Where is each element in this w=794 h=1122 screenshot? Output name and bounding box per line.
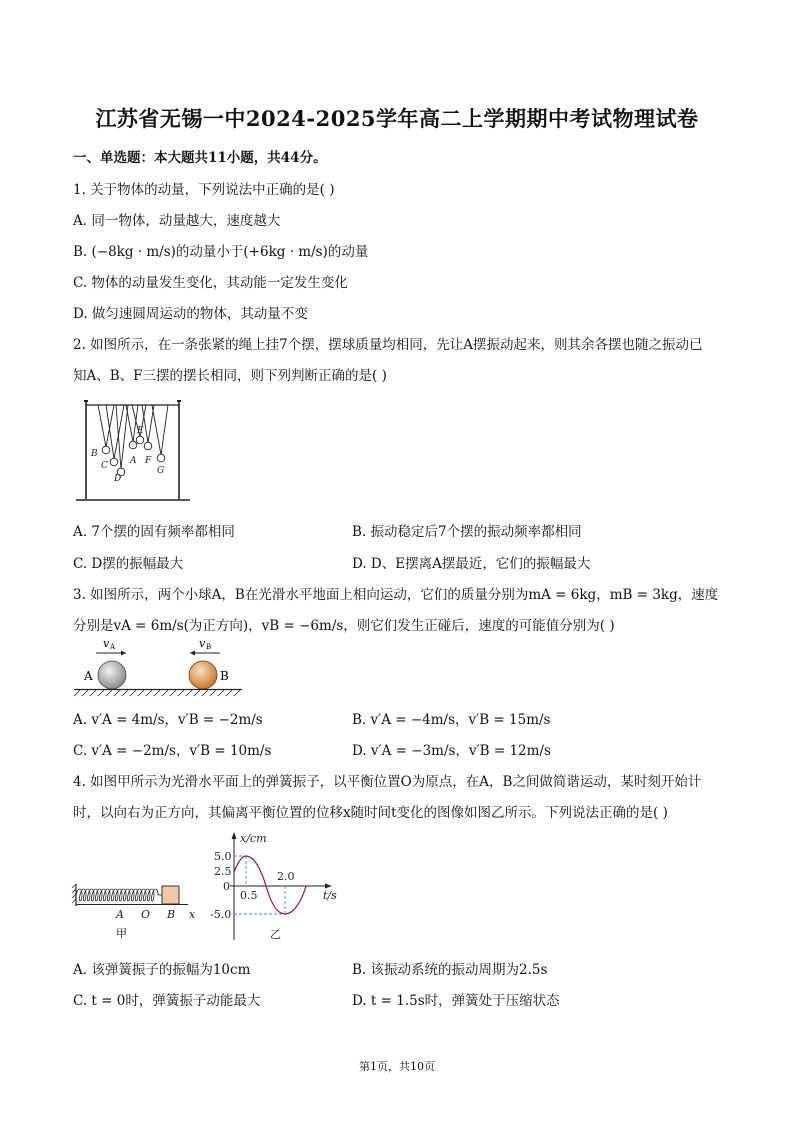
ball-b-label: B — [220, 669, 229, 683]
graph-x-label: t/s — [323, 889, 337, 902]
pendulum-label-f: F — [145, 456, 152, 466]
q2-option-a: A. 7个摆的固有频率都相同 — [73, 524, 235, 540]
q2-option-d: D. D、E摆离A摆最近，它们的振幅最大 — [352, 556, 591, 572]
tick-x-0-5: 0.5 — [240, 889, 258, 902]
ball-a-label: A — [84, 669, 93, 683]
q1-option-d: D. 做匀速圆周运动的物体，其动量不变 — [73, 306, 308, 322]
axis-x-label: x — [189, 908, 196, 921]
page-title: 江苏省无锡一中2024-2025学年高二上学期期中考试物理试卷 — [95, 106, 699, 131]
q4-option-a: A. 该弹簧振子的振幅为10cm — [73, 962, 251, 978]
q1-option-c: C. 物体的动量发生变化，其动能一定发生变化 — [73, 275, 348, 291]
pendulum-label-a: A — [130, 456, 137, 466]
q2-option-b: B. 振动稳定后7个摆的振动频率都相同 — [352, 524, 582, 540]
position-a-label: A — [116, 908, 124, 921]
displacement-curve — [234, 856, 306, 914]
q1-stem: 1. 关于物体的动量，下列说法中正确的是( ) — [73, 182, 335, 198]
q4-option-c: C. t = 0时，弹簧振子动能最大 — [73, 993, 261, 1009]
collision-figure — [70, 634, 246, 698]
position-o-label: O — [141, 908, 151, 921]
pendulum-figure — [76, 395, 191, 507]
pendulum-label-c: C — [101, 461, 108, 471]
oscillator-block — [162, 886, 179, 904]
ball-b — [189, 661, 217, 689]
q3-option-c: C. v′A = −2m/s，v′B = 10m/s — [73, 743, 272, 759]
q1-option-a: A. 同一物体，动量越大，速度越大 — [73, 213, 281, 229]
pendulum-label-b: B — [91, 449, 98, 459]
q4-option-d: D. t = 1.5s时，弹簧处于压缩状态 — [352, 993, 560, 1009]
q3-option-d: D. v′A = −3m/s，v′B = 12m/s — [352, 743, 551, 759]
spring-oscillator-figure — [70, 880, 200, 942]
q4-stem-line1: 4. 如图甲所示为光滑水平面上的弹簧振子，以平衡位置O为原点，在A，B之间做简谐运动，某时刻开始计 — [73, 774, 702, 790]
figure-jia-caption: 甲 — [116, 927, 127, 940]
q3-stem-line2: 分别是vA = 6m/s(为正方向)，vB = −6m/s，则它们发生正碰后，速度的可能值分别为( ) — [73, 618, 615, 634]
figure-yi-caption: 乙 — [270, 928, 281, 941]
q2-stem-line2: 知A、B、F三摆的摆长相同，则下列判断正确的是( ) — [73, 368, 387, 384]
tick-y-2-5: 2.5 — [214, 865, 232, 878]
pendulum-label-g: G — [157, 466, 165, 476]
q4-stem-line2: 时，以向右为正方向，其偏离平衡位置的位移x随时间t变化的图像如图乙所示。下列说法正确的是( ) — [73, 805, 668, 821]
velocity-b-label: v — [199, 637, 206, 650]
q2-stem-line1: 2. 如图所示，在一条张紧的绳上挂7个摆，摆球质量均相同，先让A摆振动起来，则其余各摆也随之振动已 — [73, 337, 703, 353]
tick-x-2: 2.0 — [277, 870, 295, 883]
tick-y-5: 5.0 — [214, 850, 232, 863]
page-footer: 第1页，共10页 — [359, 1060, 435, 1073]
displacement-time-graph — [210, 828, 340, 943]
ball-a — [98, 661, 126, 689]
velocity-b-sub: B — [206, 643, 212, 651]
q3-option-b: B. v′A = −4m/s，v′B = 15m/s — [352, 712, 551, 728]
velocity-a-sub: A — [110, 643, 116, 651]
q2-option-c: C. D摆的振幅最大 — [73, 556, 184, 572]
tick-y-neg5: -5.0 — [210, 908, 232, 921]
q4-option-b: B. 该振动系统的振动周期为2.5s — [352, 962, 548, 978]
pendulum-label-d: D — [114, 474, 122, 484]
q1-option-b: B. (−8kg · m/s)的动量小于(+6kg · m/s)的动量 — [73, 244, 369, 260]
q3-stem-line1: 3. 如图所示，两个小球A，B在光滑水平地面上相向运动，它们的质量分别为mA = 6kg，mB = 3kg，速度 — [73, 587, 719, 603]
velocity-a-label: v — [103, 637, 110, 650]
position-b-label: B — [167, 908, 176, 921]
graph-y-label: x/cm — [240, 832, 267, 845]
section-heading: 一、单选题：本大题共11小题，共44分。 — [73, 150, 327, 166]
pendulum-label-e: E — [137, 426, 144, 436]
q3-option-a: A. v′A = 4m/s，v′B = −2m/s — [73, 712, 263, 728]
tick-y-0: 0 — [223, 880, 230, 893]
